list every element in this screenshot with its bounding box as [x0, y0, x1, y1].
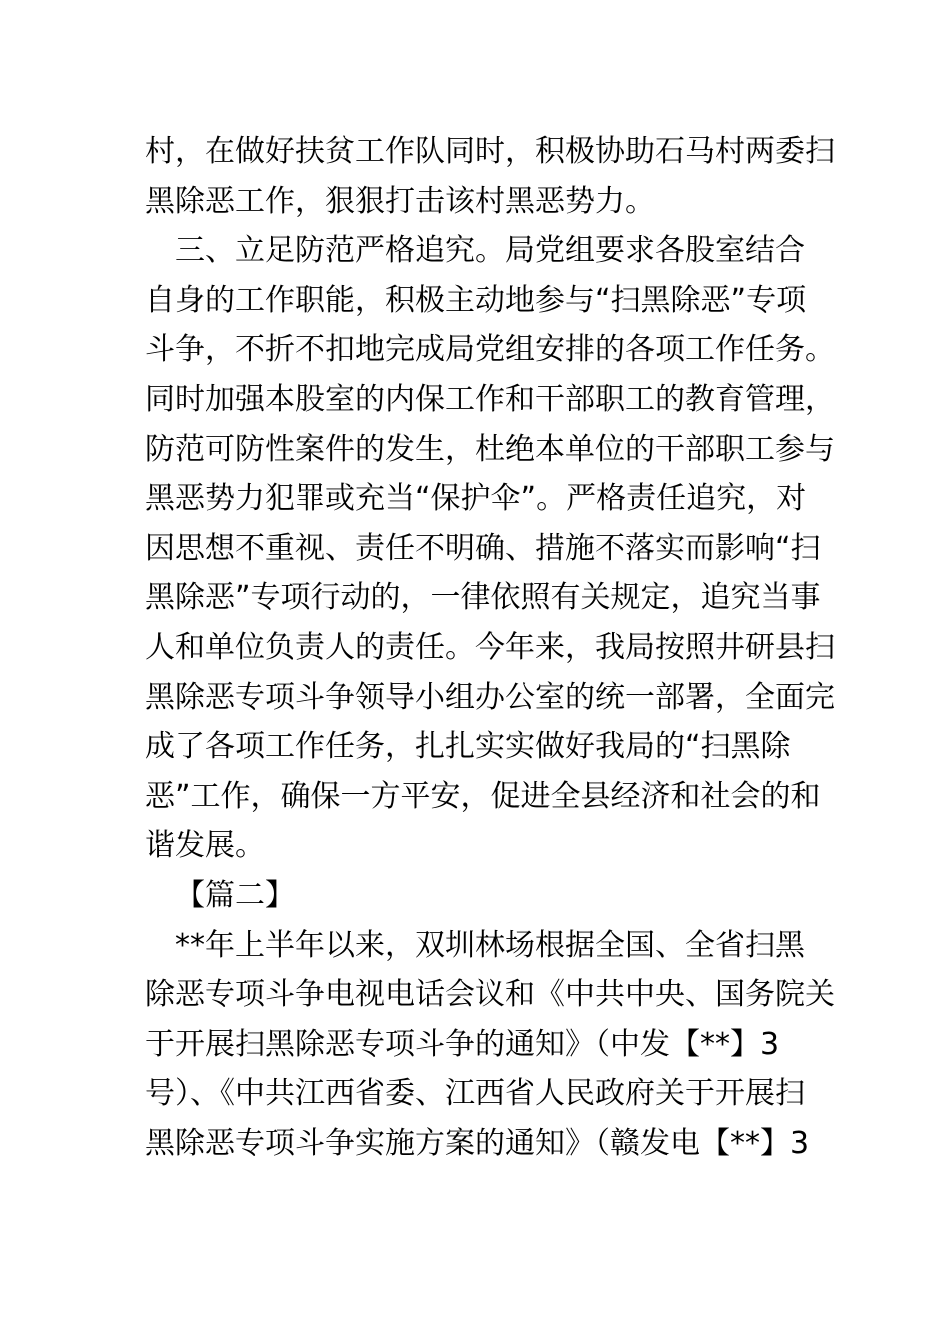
text-line: 谐发展。 — [145, 828, 265, 864]
text-line: 人和单位负责人的责任。今年来，我局按照井研县扫 — [145, 629, 835, 665]
text-line: 于开展扫黑除恶专项斗争的通知》（中发【**】3 — [145, 1026, 780, 1062]
text-line: 号）、《中共江西省委、江西省人民政府关于开展扫 — [145, 1076, 805, 1112]
text-line: 恶”工作，确保一方平安，促进全县经济和社会的和 — [145, 778, 821, 814]
text-line: 黑恶势力犯罪或充当“保护伞”。严格责任追究，对 — [145, 481, 807, 517]
text-line: 黑除恶”专项行动的，一律依照有关规定，追究当事 — [145, 580, 821, 616]
text-line: 村，在做好扶贫工作队同时，积极协助石马村两委扫 — [145, 134, 835, 169]
text-line: 黑除恶专项斗争领导小组办公室的统一部署，全面完 — [145, 679, 835, 715]
text-line: 黑除恶工作，狠狠打击该村黑恶势力。 — [145, 183, 655, 219]
text-line: 自身的工作职能，积极主动地参与“扫黑除恶”专项 — [145, 282, 807, 318]
text-line: 除恶专项斗争电视电话会议和《中共中央、国务院关 — [145, 977, 835, 1013]
text-line: 成了各项工作任务，扎扎实实做好我局的“扫黑除 — [145, 729, 791, 765]
section-heading-line: 三、立足防范严格追究。局党组要求各股室结合 — [175, 233, 805, 269]
section-title: 【篇二】 — [175, 877, 295, 913]
text-line: 因思想不重视、责任不明确、措施不落实而影响“扫 — [145, 530, 821, 566]
text-line: **年上半年以来，双圳林场根据全国、全省扫黑 — [175, 927, 805, 963]
text-line: 斗争，不折不扣地完成局党组安排的各项工作任务。 — [145, 332, 835, 368]
text-line: 同时加强本股室的内保工作和干部职工的教育管理， — [145, 381, 835, 417]
text-line: 防范可防性案件的发生，杜绝本单位的干部职工参与 — [145, 431, 835, 467]
document-body — [145, 127, 835, 1168]
text-line: 黑除恶专项斗争实施方案的通知》（赣发电【**】3 — [145, 1125, 810, 1161]
